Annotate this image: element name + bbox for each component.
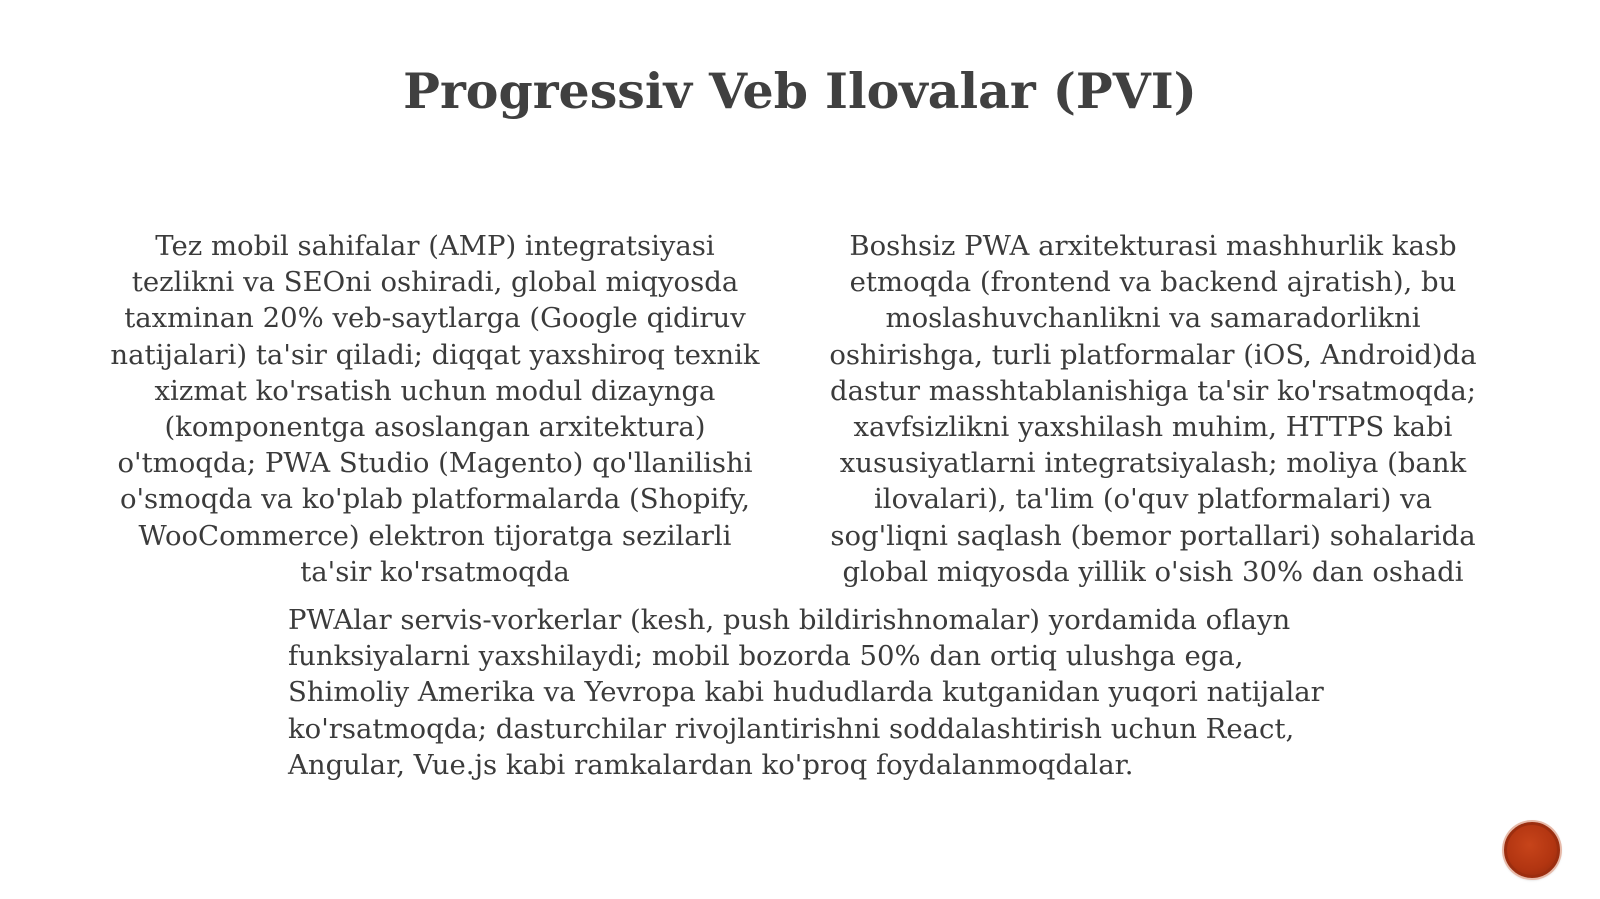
right-text-block: Boshsiz PWA arxitekturasi mashhurlik kasb etmoqda (frontend va backend ajratish), bu moslashuvchanlikni va samaradorlikni oshirishga, turli platformalar (iOS, Android)da dastur masshtablanishiga ta'sir ko'rsatmoqda; xavfsizlikni yaxshilash muhim, HTTPS kabi xususiyatlarni integratsiyalash; moliya (bank ilovalari), ta'lim (o'quv platformalari) va sog'liqni saqlash (bemor portallari) sohalarida global miqyosda yillik o'sish 30% dan oshadi	[829, 230, 1477, 588]
slide-title: Progressiv Veb Ilovalar (PVI)	[403, 62, 1197, 120]
bottom-text-block: PWAlar servis-vorkerlar (kesh, push bildirishnomalar) yordamida oflayn funksiyalarni yaxshilaydi; mobil bozorda 50% dan ortiq ulushga ega, Shimoliy Amerika va Yevropa kabi hududlarda kutganidan yuqori natijalar ko'rsatmoqda; dasturchilar rivojlantirishni soddalashtirish uchun React, Angular, Vue.js kabi ramkalardan ko'proq foydalanmoqdalar.	[288, 604, 1324, 781]
slide-nav-button[interactable]	[1504, 822, 1560, 878]
left-text-block: Tez mobil sahifalar (AMP) integratsiyasi tezlikni va SEOni oshiradi, global miqyosda taxminan 20% veb-saytlarga (Google qidiruv natijalari) ta'sir qiladi; diqqat yaxshiroq texnik xizmat ko'rsatish uchun modul dizaynga (komponentga asoslangan arxitektura) o'tmoqda; PWA Studio (Magento) qo'llanilishi o'smoqda va ko'plab platformalarda (Shopify, WooCommerce) elektron tijoratga sezilarli ta'sir ko'rsatmoqda	[110, 230, 760, 588]
